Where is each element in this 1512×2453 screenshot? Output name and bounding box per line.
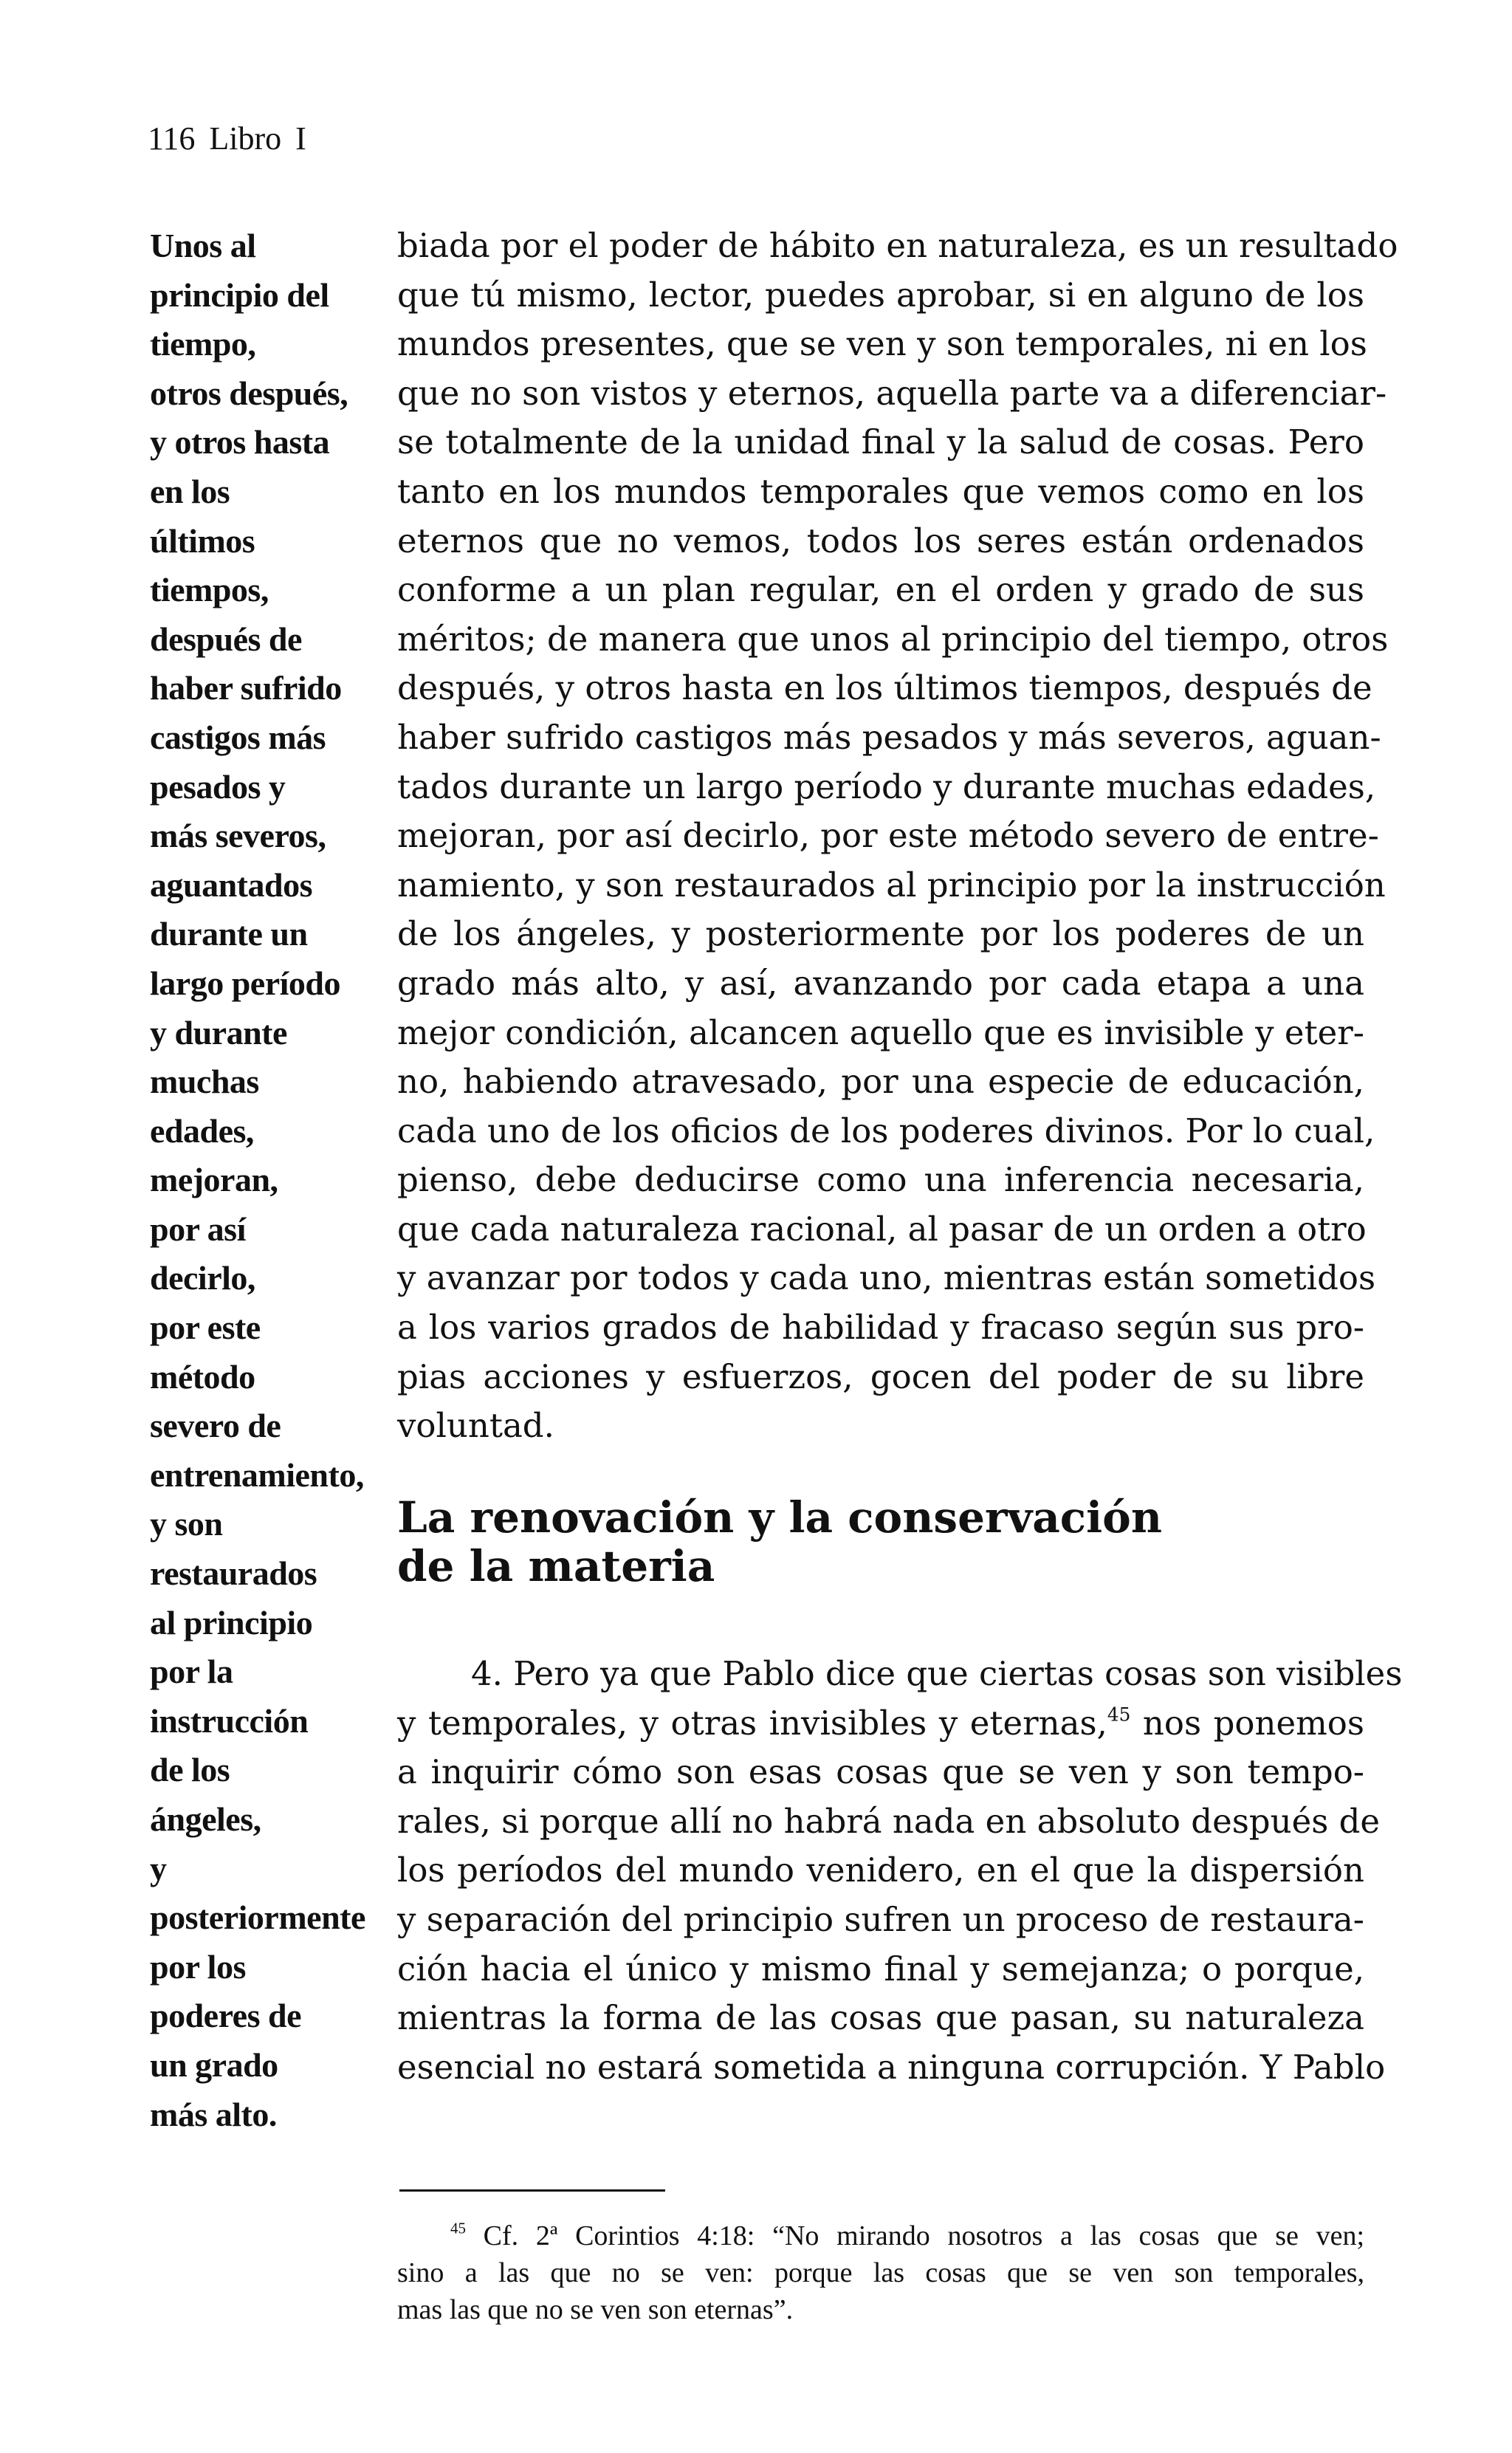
- margin-note-line: principio del: [150, 275, 329, 314]
- paragraph-line: pienso, debe deducirse como una inferencia necesaria,: [397, 1160, 1364, 1200]
- margin-note-line: aguantados: [150, 865, 312, 904]
- paragraph-line: no, habiendo atravesado, por una especie de educación,: [397, 1062, 1364, 1102]
- paragraph-line: conforme a un plan regular, en el orden y grado de sus: [397, 570, 1364, 610]
- paragraph-line: [397, 1699, 1364, 1749]
- margin-note-line: pesados y: [150, 767, 286, 806]
- margin-note-line: ángeles,: [150, 1800, 261, 1838]
- margin-note-line: decirlo,: [150, 1259, 255, 1297]
- section-heading-line: de la materia: [397, 1541, 715, 1591]
- margin-note-line: entrenamiento,: [150, 1455, 364, 1494]
- paragraph-line: tanto en los mundos temporales que vemos como en los: [397, 471, 1364, 511]
- margin-note-line: por los: [150, 1947, 246, 1986]
- paragraph-line: tados durante un largo período y durante muchas edades,: [397, 766, 1376, 806]
- paragraph-line: que tú mismo, lector, puedes aprobar, si en alguno de los: [397, 275, 1364, 315]
- footnote-line: mas las que no se ven son eternas”.: [397, 2294, 794, 2325]
- margin-note-line: de los: [150, 1751, 230, 1789]
- margin-note-line: poderes de: [150, 1997, 301, 2035]
- paragraph-line: a inquirir cómo son esas cosas que se ven y son tempo-: [397, 1752, 1364, 1792]
- text-run: nos ponemos: [1130, 1703, 1364, 1743]
- paragraph-line: rales, si porque allí no habrá nada en absoluto después de: [397, 1801, 1381, 1841]
- margin-note-line: y: [150, 1849, 167, 1887]
- paragraph-line: esencial no estará sometida a ninguna corrupción. Y Pablo: [397, 2047, 1386, 2087]
- margin-note-line: por este: [150, 1308, 261, 1347]
- margin-note-line: método: [150, 1357, 255, 1396]
- paragraph-line: pias acciones y esfuerzos, gocen del poder de su libre: [397, 1356, 1364, 1396]
- margin-note-line: posteriormente: [150, 1898, 365, 1937]
- paragraph-line: méritos; de manera que unos al principio del tiempo, otros: [397, 619, 1389, 659]
- paragraph-line: mundos presentes, que se ven y son temporales, ni en los: [397, 324, 1367, 364]
- paragraph-2: [397, 1650, 1403, 2092]
- margin-note-line: y son: [150, 1505, 223, 1543]
- paragraph-line: biada por el poder de hábito en naturaleza, es un resultado: [397, 226, 1398, 265]
- paragraph-line: a los varios grados de habilidad y fracaso según sus pro-: [397, 1308, 1364, 1348]
- margin-note-line: mejoran,: [150, 1161, 278, 1199]
- text-run: Cf. 2ª Corintios 4:18: “No mirando nosotros a las cosas que se ven;: [465, 2220, 1364, 2251]
- margin-note-line: largo período: [150, 964, 340, 1002]
- footnote-rule: [399, 2189, 665, 2192]
- paragraph-line: mientras la forma de las cosas que pasan, su naturaleza: [397, 1998, 1364, 2038]
- page-number: 116: [148, 120, 196, 157]
- margin-note-line: Unos al: [150, 227, 256, 264]
- paragraph-line: grado más alto, y así, avanzando por cada etapa a una: [397, 963, 1364, 1003]
- paragraph-1: [397, 222, 1398, 1451]
- margin-note-line: después de: [150, 620, 302, 658]
- book-title: Libro I: [209, 120, 306, 157]
- footnote: [397, 2217, 1364, 2328]
- paragraph-line: 4. Pero ya que Pablo dice que ciertas cosas son visibles: [471, 1654, 1403, 1693]
- margin-note-line: últimos: [150, 521, 255, 560]
- paragraph-line: de los ángeles, y posteriormente por los poderes de un: [397, 914, 1364, 954]
- paragraph-line: eternos que no vemos, todos los seres están ordenados: [397, 521, 1364, 560]
- paragraph-line: y separación del principio sufren un proceso de restaura-: [397, 1899, 1364, 1939]
- paragraph-line: y avanzar por todos y cada uno, mientras están sometidos: [397, 1258, 1376, 1298]
- footnote-reference[interactable]: 45: [1107, 1704, 1131, 1726]
- margin-note-line: un grado: [150, 2045, 278, 2084]
- margin-note: [150, 222, 371, 2139]
- running-header: [148, 120, 306, 157]
- margin-note-line: instrucción: [150, 1701, 309, 1740]
- margin-note-line: tiempo,: [150, 325, 256, 363]
- margin-note-line: por la: [150, 1653, 233, 1691]
- paragraph-line: se totalmente de la unidad final y la salud de cosas. Pero: [397, 422, 1364, 462]
- margin-note-line: castigos más: [150, 718, 326, 756]
- margin-note-line: más severos,: [150, 817, 326, 855]
- footnote-line: sino a las que no se ven: porque las cosas que se ven son temporales,: [397, 2257, 1364, 2288]
- margin-note-line: en los: [150, 472, 230, 510]
- margin-note-line: tiempos,: [150, 571, 269, 609]
- margin-note-line: restaurados: [150, 1554, 317, 1593]
- margin-note-line: durante un: [150, 915, 308, 953]
- margin-note-line: otros después,: [150, 374, 348, 412]
- footnote-number: 45: [450, 2219, 466, 2237]
- section-heading-line: La renovación y la conservación: [397, 1492, 1163, 1543]
- paragraph-line: cada uno de los oficios de los poderes divinos. Por lo cual,: [397, 1111, 1375, 1150]
- margin-note-line: edades,: [150, 1111, 254, 1150]
- section-heading: [397, 1493, 1364, 1591]
- margin-note-line: y otros hasta: [150, 423, 330, 462]
- paragraph-line: los períodos del mundo venidero, en el que la dispersión: [397, 1850, 1364, 1890]
- paragraph-line: que cada naturaleza racional, al pasar de un orden a otro: [397, 1209, 1367, 1249]
- paragraph-line: mejoran, por así decirlo, por este método severo de entre-: [397, 816, 1379, 856]
- text-run: y temporales, y otras invisibles y eternas,: [397, 1703, 1107, 1743]
- margin-note-line: muchas: [150, 1063, 259, 1101]
- margin-note-line: al principio: [150, 1603, 313, 1641]
- paragraph-line: que no son vistos y eternos, aquella parte va a diferenciar-: [397, 373, 1387, 413]
- footnote-line: [397, 2217, 1364, 2254]
- paragraph-line: voluntad.: [397, 1406, 554, 1446]
- paragraph-line: haber sufrido castigos más pesados y más severos, aguan-: [397, 717, 1381, 757]
- paragraph-line: ción hacia el único y mismo final y semejanza; o porque,: [397, 1949, 1364, 1989]
- margin-note-line: severo de: [150, 1407, 281, 1445]
- paragraph-line: mejor condición, alcancen aquello que es invisible y eter-: [397, 1012, 1364, 1052]
- margin-note-line: y durante: [150, 1013, 287, 1051]
- paragraph-line: después, y otros hasta en los últimos tiempos, después de: [397, 668, 1372, 708]
- paragraph-line: namiento, y son restaurados al principio por la instrucción: [397, 865, 1386, 905]
- margin-note-line: por así: [150, 1210, 246, 1248]
- margin-note-line: haber sufrido: [150, 669, 342, 707]
- margin-note-line: más alto.: [150, 2095, 277, 2133]
